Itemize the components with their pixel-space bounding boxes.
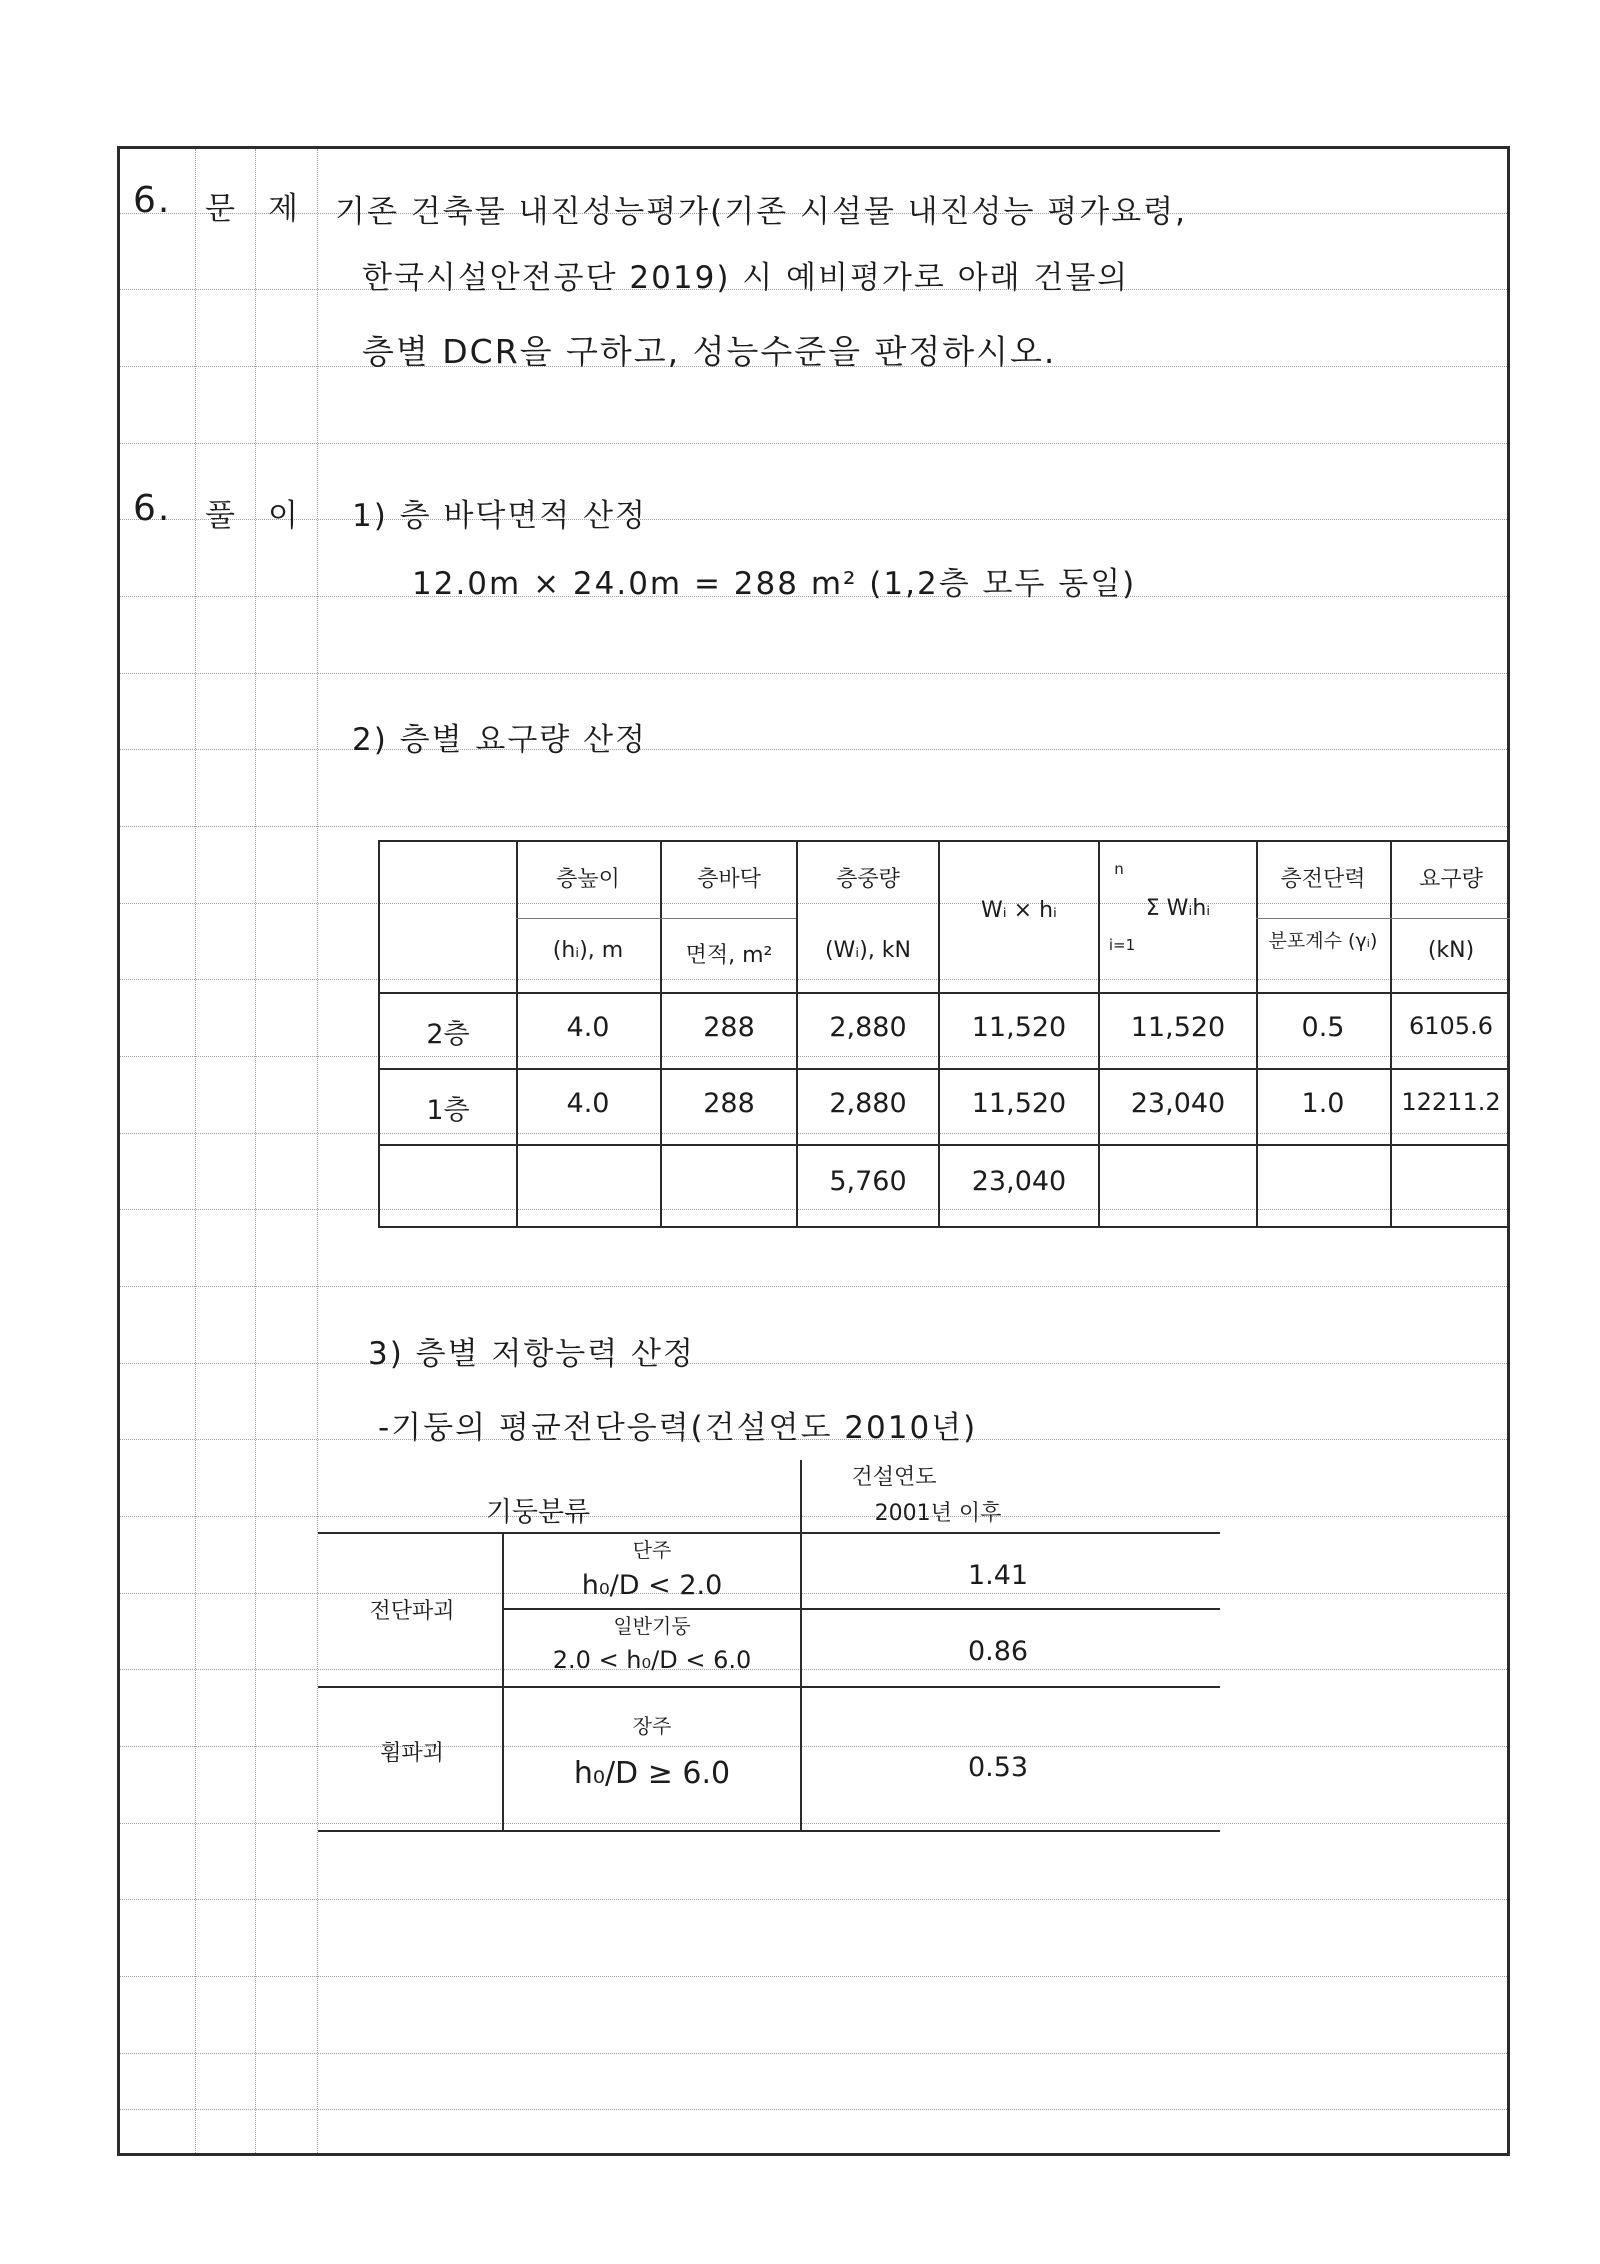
stress-table xyxy=(318,1460,1218,1840)
problem-line-1: 기존 건축물 내진성능평가(기존 시설물 내진성능 평가요령, xyxy=(335,194,1187,230)
row-wh: 11,520 xyxy=(971,1088,1067,1119)
total-weight: 5,760 xyxy=(829,1166,907,1197)
header-floor-weight: 층중량 xyxy=(836,867,900,892)
step1-title: 1) 층 바닥면적 산정 xyxy=(352,498,648,534)
short-column-value: 1.41 xyxy=(967,1560,1029,1591)
solution-label-2: 이 xyxy=(268,498,300,534)
problem-label-2: 제 xyxy=(268,191,300,227)
ruled-line xyxy=(120,1363,1507,1364)
margin-rule xyxy=(255,149,256,2153)
row-sum: 11,520 xyxy=(1130,1012,1226,1043)
ruled-line xyxy=(120,826,1507,827)
header-demand: 요구량 xyxy=(1419,867,1483,892)
row-floor: 1층 xyxy=(426,1095,470,1126)
column-class-header: 기둥분류 xyxy=(485,1497,591,1528)
long-column-condition: h₀/D ≥ 6.0 xyxy=(573,1756,731,1791)
short-column-label: 단주 xyxy=(632,1538,672,1562)
row-height: 4.0 xyxy=(566,1012,610,1043)
ruled-line xyxy=(120,749,1507,750)
ruled-line xyxy=(120,443,1507,444)
ruled-line xyxy=(120,2053,1507,2054)
construction-year-header: 건설연도 xyxy=(851,1465,937,1490)
long-column-value: 0.53 xyxy=(967,1752,1029,1783)
header-floor-weight-unit: (Wᵢ), kN xyxy=(824,938,912,963)
problem-line-2: 한국시설안전공단 2019) 시 예비평가로 아래 건물의 xyxy=(362,260,1130,296)
header-wh: Wᵢ × hᵢ xyxy=(981,898,1057,923)
row-floor: 2층 xyxy=(426,1019,470,1050)
ruled-line xyxy=(120,2109,1507,2110)
ruled-line xyxy=(120,1286,1507,1287)
row-area: 288 xyxy=(703,1012,755,1043)
ruled-line xyxy=(120,1976,1507,1977)
row-gamma: 1.0 xyxy=(1301,1088,1345,1119)
step3-title: 3) 층별 저항능력 산정 xyxy=(368,1336,695,1372)
problem-line-3: 층별 DCR을 구하고, 성능수준을 판정하시오. xyxy=(362,332,1057,371)
problem-number: 6. xyxy=(133,180,172,221)
row-gamma: 0.5 xyxy=(1301,1012,1345,1043)
row-weight: 2,880 xyxy=(829,1012,907,1043)
row-weight: 2,880 xyxy=(829,1088,907,1119)
solution-label-1: 풀 xyxy=(205,498,237,534)
margin-rule xyxy=(195,149,196,2153)
after-2001-header: 2001년 이후 xyxy=(874,1501,1002,1526)
total-wh: 23,040 xyxy=(971,1166,1067,1197)
general-column-condition: 2.0 < h₀/D < 6.0 xyxy=(552,1646,752,1674)
demand-table xyxy=(378,840,1510,1228)
long-column-label: 장주 xyxy=(632,1714,672,1738)
shear-failure-label: 전단파괴 xyxy=(369,1599,455,1624)
problem-label-1: 문 xyxy=(205,191,237,227)
ruled-line xyxy=(120,673,1507,674)
general-column-label: 일반기둥 xyxy=(613,1614,691,1638)
row-demand: 6105.6 xyxy=(1409,1012,1493,1040)
header-sum-bottom: i=1 xyxy=(1108,936,1136,954)
step2-title: 2) 층별 요구량 산정 xyxy=(352,722,648,758)
row-height: 4.0 xyxy=(566,1088,610,1119)
header-floor-height: 층높이 xyxy=(556,867,620,892)
header-floor-area-unit: 면적, m² xyxy=(685,943,773,968)
general-column-value: 0.86 xyxy=(967,1636,1029,1667)
header-sum-top: n xyxy=(1114,860,1124,878)
ruled-line xyxy=(120,1899,1507,1900)
row-demand: 12211.2 xyxy=(1401,1088,1501,1116)
row-sum: 23,040 xyxy=(1130,1088,1226,1119)
short-column-condition: h₀/D < 2.0 xyxy=(581,1570,723,1601)
step1-formula: 12.0m × 24.0m = 288 m² (1,2층 모두 동일) xyxy=(412,566,1137,602)
header-sum: Σ Wᵢhᵢ xyxy=(1145,896,1211,921)
header-shear-dist: 층전단력 xyxy=(1280,867,1366,892)
ruled-line xyxy=(120,519,1507,520)
row-wh: 11,520 xyxy=(971,1012,1067,1043)
header-demand-unit: (kN) xyxy=(1427,938,1475,963)
flexure-failure-label: 휨파괴 xyxy=(380,1741,444,1766)
step3-subtitle: -기둥의 평균전단응력(건설연도 2010년) xyxy=(378,1410,978,1446)
header-shear-dist-unit: 분포계수 (γᵢ) xyxy=(1268,930,1378,952)
header-floor-area: 층바닥 xyxy=(697,867,761,892)
row-area: 288 xyxy=(703,1088,755,1119)
margin-rule xyxy=(317,149,318,2153)
solution-number: 6. xyxy=(133,488,172,529)
header-floor-height-unit: (hᵢ), m xyxy=(552,938,624,963)
